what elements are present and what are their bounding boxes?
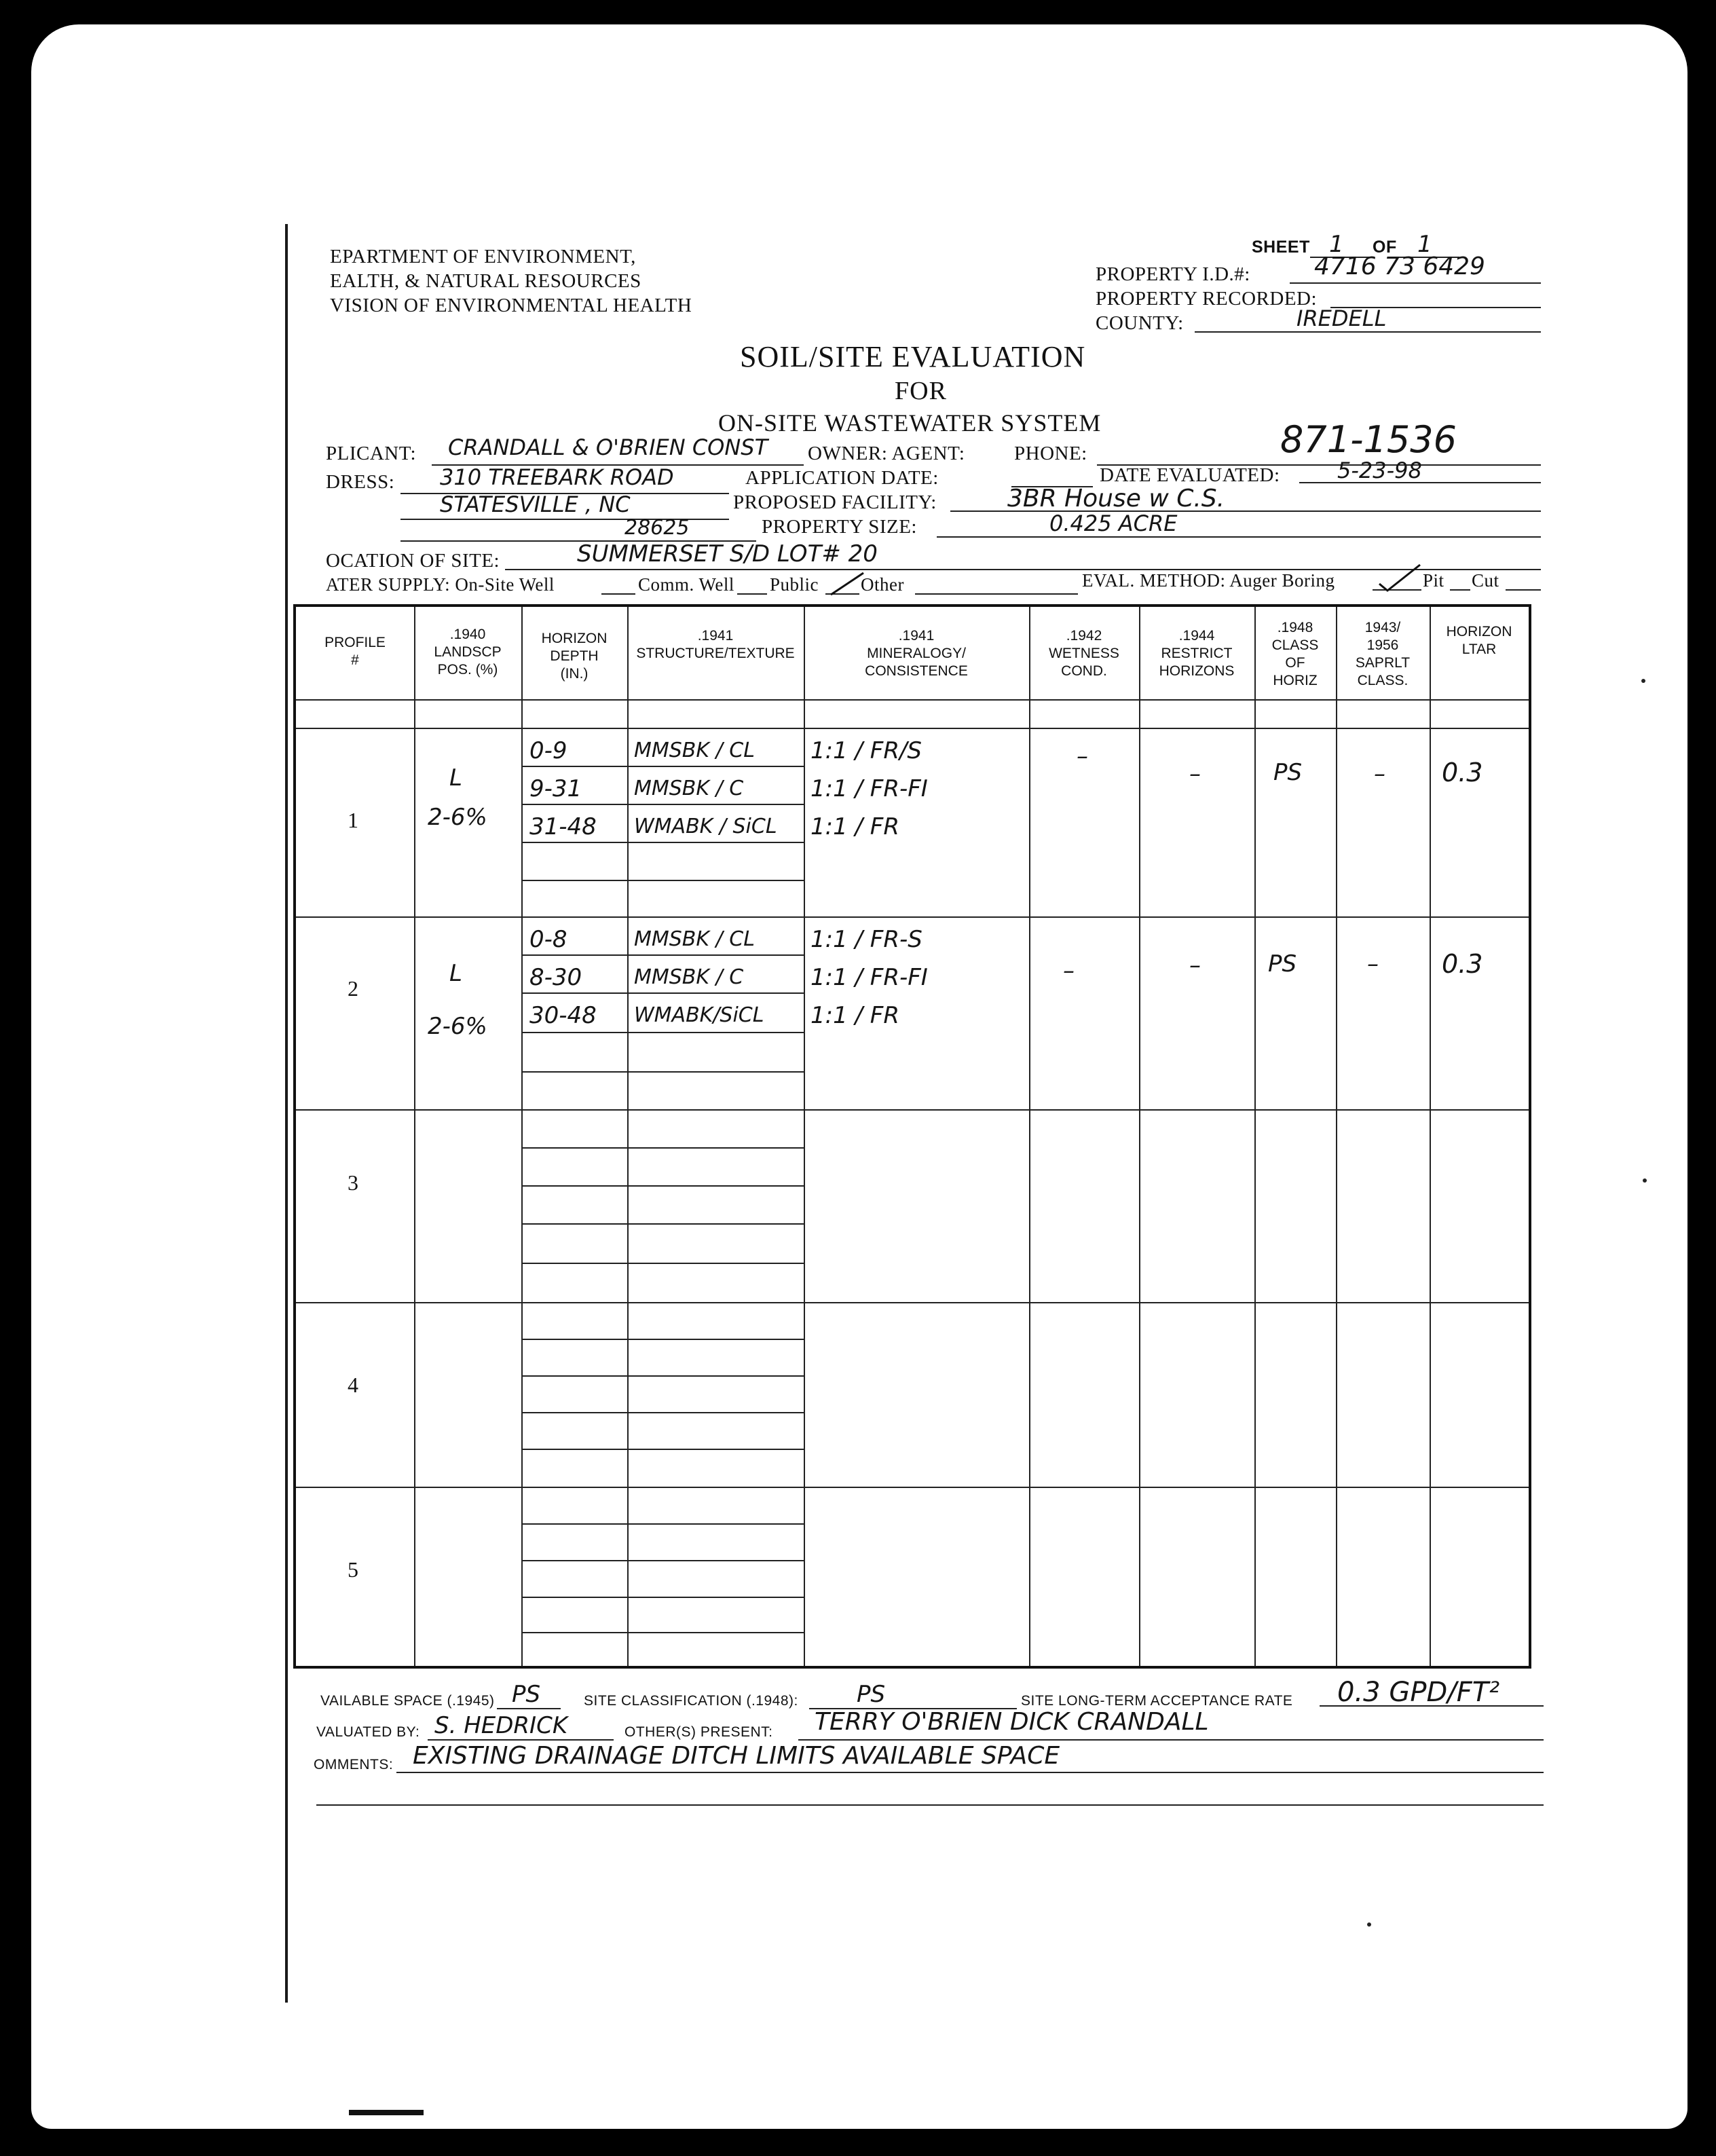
col-line (1430, 607, 1431, 1666)
location-label: OCATION OF SITE: (326, 550, 500, 572)
profile-1-landscape: L (449, 764, 462, 792)
profile-2-saprolite: – (1367, 950, 1379, 978)
profile-1-top (296, 728, 1529, 729)
comments-line (396, 1772, 1544, 1773)
profile-2-structure-2: MMSBK / C (634, 965, 744, 989)
owner-agent-label: OWNER: AGENT: (808, 443, 965, 464)
profile-1-mineralogy-2: 1:1 / FR-FI (810, 775, 928, 802)
available-space-label: VAILABLE SPACE (.1945) (320, 1693, 495, 1709)
col-line (414, 607, 415, 1666)
row-line (521, 842, 804, 843)
row-line (521, 1449, 804, 1450)
scan-smudge (349, 2110, 424, 2115)
col-line (1029, 607, 1030, 1666)
profile-1-slope: 2-6% (428, 804, 487, 831)
profile-2-depth-1: 0-8 (529, 926, 567, 953)
profile-2-structure-1: MMSBK / CL (634, 927, 755, 951)
row-line (521, 1147, 804, 1149)
profile-2-top (296, 916, 1529, 918)
header-wetness: .1942 WETNESS COND. (1049, 628, 1119, 679)
header-restrict: .1944 RESTRICT HORIZONS (1159, 628, 1235, 679)
profile-2-structure-3: WMABK/SiCL (634, 1003, 764, 1027)
phone-value: 871-1536 (1280, 418, 1457, 461)
ltar-label: SITE LONG-TERM ACCEPTANCE RATE (1021, 1693, 1293, 1709)
profile-2-depth-2: 8-30 (529, 964, 582, 991)
row-line (521, 992, 804, 994)
property-size-value: 0.425 ACRE (1049, 510, 1178, 536)
profile-3-top (296, 1109, 1529, 1111)
comm-well-label: Comm. Well (638, 574, 734, 595)
sheet-value: 1 (1329, 231, 1344, 258)
sheet-label: SHEET (1252, 238, 1310, 257)
title-line-1: SOIL/SITE EVALUATION (740, 340, 1086, 373)
profile-3-number: 3 (348, 1170, 358, 1195)
scan-speck (1643, 1178, 1647, 1183)
header-separator (296, 699, 1529, 701)
profile-1-depth-2: 9-31 (529, 775, 582, 802)
profile-2-mineralogy-3: 1:1 / FR (810, 1002, 899, 1029)
city-value: STATESVILLE , NC (440, 491, 631, 517)
profile-4-number: 4 (348, 1373, 358, 1397)
profile-2-restrict: – (1189, 952, 1201, 979)
col-line (1254, 607, 1256, 1666)
header-saprolite: 1943/ 1956 SAPRLT CLASS. (1355, 620, 1411, 688)
date-evaluated-label: DATE EVALUATED: (1100, 464, 1280, 486)
property-id-line (1290, 282, 1541, 284)
profile-2-ltar: 0.3 (1442, 949, 1483, 979)
col-line (804, 607, 805, 1666)
profile-1-mineralogy-3: 1:1 / FR (810, 813, 899, 840)
site-class-value: PS (857, 1681, 886, 1708)
margin-rule (285, 224, 288, 2003)
profile-1-structure-2: MMSBK / C (634, 777, 744, 800)
applicant-label: PLICANT: (326, 443, 417, 464)
on-site-well-line (601, 593, 635, 595)
water-supply-label: ATER SUPPLY: On-Site Well (326, 574, 555, 595)
pit-label: Pit (1423, 570, 1444, 591)
row-line (521, 880, 804, 881)
row-line (521, 1560, 804, 1561)
row-line (521, 1412, 804, 1413)
dept-line-2: EALTH, & NATURAL RESOURCES (330, 270, 641, 292)
row-line (521, 1263, 804, 1264)
evaluated-by-value: S. HEDRICK (434, 1712, 568, 1739)
profile-1-saprolite: – (1374, 760, 1385, 787)
profile-1-ltar: 0.3 (1442, 758, 1483, 787)
proposed-facility-label: PROPOSED FACILITY: (733, 491, 937, 513)
applicant-value: CRANDALL & O'BRIEN CONST (448, 434, 768, 460)
row-line (521, 804, 804, 805)
of-value: 1 (1417, 231, 1432, 258)
property-recorded-label: PROPERTY RECORDED: (1096, 288, 1318, 310)
row-line (521, 1523, 804, 1525)
profile-1-number: 1 (348, 808, 358, 832)
scan-speck (1367, 1922, 1371, 1927)
county-label: COUNTY: (1096, 312, 1184, 334)
eval-method-label: EVAL. METHOD: Auger Boring (1082, 570, 1335, 591)
row-line (521, 1223, 804, 1225)
row-line (521, 1071, 804, 1073)
header-landscape: .1940 LANDSCP POS. (%) (434, 627, 502, 677)
property-id-value: 4716 73 6429 (1314, 253, 1485, 280)
title-line-2: FOR (895, 377, 947, 405)
profile-2-slope: 2-6% (428, 1013, 487, 1040)
county-value: IREDELL (1297, 305, 1387, 331)
cut-label: Cut (1472, 570, 1499, 591)
col-line (1139, 607, 1140, 1666)
header-structure: .1941 STRUCTURE/TEXTURE (636, 628, 795, 661)
header-class: .1948 CLASS OF HORIZ (1271, 620, 1319, 688)
county-line (1195, 331, 1541, 333)
col-line (1336, 607, 1337, 1666)
other-label: Other (861, 574, 904, 595)
row-line (521, 1375, 804, 1377)
property-size-line (937, 536, 1541, 538)
others-line (798, 1739, 1544, 1741)
profile-1-depth-1: 0-9 (529, 737, 567, 764)
profile-1-restrict: – (1189, 760, 1201, 787)
zip-value: 28625 (624, 516, 690, 540)
others-value: TERRY O'BRIEN DICK CRANDALL (815, 1708, 1209, 1736)
profile-2-class: PS (1268, 950, 1297, 978)
others-label: OTHER(S) PRESENT: (624, 1724, 773, 1740)
scan-speck (1641, 679, 1645, 683)
profile-1-depth-3: 31-48 (529, 813, 597, 840)
auger-check-mark (1378, 563, 1421, 592)
other-line (915, 593, 1078, 595)
header-horizon-depth: HORIZON DEPTH (IN.) (541, 631, 608, 682)
available-space-line (497, 1708, 561, 1709)
title-line-3: ON-SITE WASTEWATER SYSTEM (718, 409, 1102, 436)
profile-2-mineralogy-2: 1:1 / FR-FI (810, 964, 928, 991)
profile-1-structure-1: MMSBK / CL (634, 739, 755, 762)
dept-line-1: EPARTMENT OF ENVIRONMENT, (330, 246, 636, 267)
of-label: OF (1373, 238, 1397, 257)
location-value: SUMMERSET S/D LOT# 20 (577, 540, 878, 568)
public-check-mark (829, 572, 865, 596)
row-line (521, 954, 804, 956)
row-line (521, 1185, 804, 1187)
profile-2-number: 2 (348, 976, 358, 1001)
profile-2-mineralogy-1: 1:1 / FR-S (810, 926, 922, 953)
profile-1-wetness: – (1077, 743, 1088, 770)
comments-line-2 (316, 1804, 1544, 1806)
profile-5-top (296, 1487, 1529, 1488)
ltar-value: 0.3 GPD/FT² (1337, 1677, 1500, 1708)
evaluated-by-line (428, 1739, 614, 1741)
address-label: DRESS: (326, 471, 395, 493)
phone-label: PHONE: (1014, 443, 1087, 464)
proposed-facility-value: 3BR House w C.S. (1007, 485, 1225, 513)
profile-5-number: 5 (348, 1557, 358, 1582)
header-profile: PROFILE # (324, 635, 386, 668)
profile-1-class: PS (1273, 759, 1303, 786)
comments-value: EXISTING DRAINAGE DITCH LIMITS AVAILABLE SPACE (413, 1742, 1060, 1770)
evaluated-by-label: VALUATED BY: (316, 1724, 420, 1740)
row-line (521, 1339, 804, 1340)
cut-line (1506, 589, 1541, 591)
comm-well-line (737, 593, 767, 595)
pit-line (1450, 589, 1470, 591)
property-size-label: PROPERTY SIZE: (762, 516, 917, 538)
profile-1-mineralogy-1: 1:1 / FR/S (810, 737, 922, 764)
ltar-line (1320, 1705, 1544, 1707)
available-space-value: PS (512, 1681, 541, 1708)
row-line (521, 1632, 804, 1633)
property-id-label: PROPERTY I.D.#: (1096, 263, 1250, 285)
header-mineralogy: .1941 MINERALOGY/ CONSISTENCE (865, 628, 968, 679)
public-label: Public (770, 574, 819, 595)
evaluation-table (293, 604, 1531, 1669)
date-evaluated-value: 5-23-98 (1337, 458, 1422, 483)
date-evaluated-line (1299, 482, 1541, 483)
row-line (521, 1597, 804, 1598)
profile-2-wetness: – (1063, 957, 1075, 984)
site-class-label: SITE CLASSIFICATION (.1948): (584, 1693, 798, 1709)
comments-label: OMMENTS: (314, 1757, 394, 1772)
header-ltar: HORIZON LTAR (1446, 624, 1512, 657)
row-line (521, 766, 804, 767)
profile-4-top (296, 1302, 1529, 1303)
row-line (521, 1032, 804, 1033)
address-value: 310 TREEBARK ROAD (440, 464, 674, 490)
profile-2-depth-3: 30-48 (529, 1002, 597, 1029)
proposed-facility-line (950, 510, 1541, 512)
profile-1-structure-3: WMABK / SiCL (634, 815, 777, 838)
dept-line-3: VISION OF ENVIRONMENTAL HEALTH (330, 295, 692, 316)
profile-2-landscape: L (449, 960, 462, 987)
application-date-label: APPLICATION DATE: (745, 467, 939, 489)
